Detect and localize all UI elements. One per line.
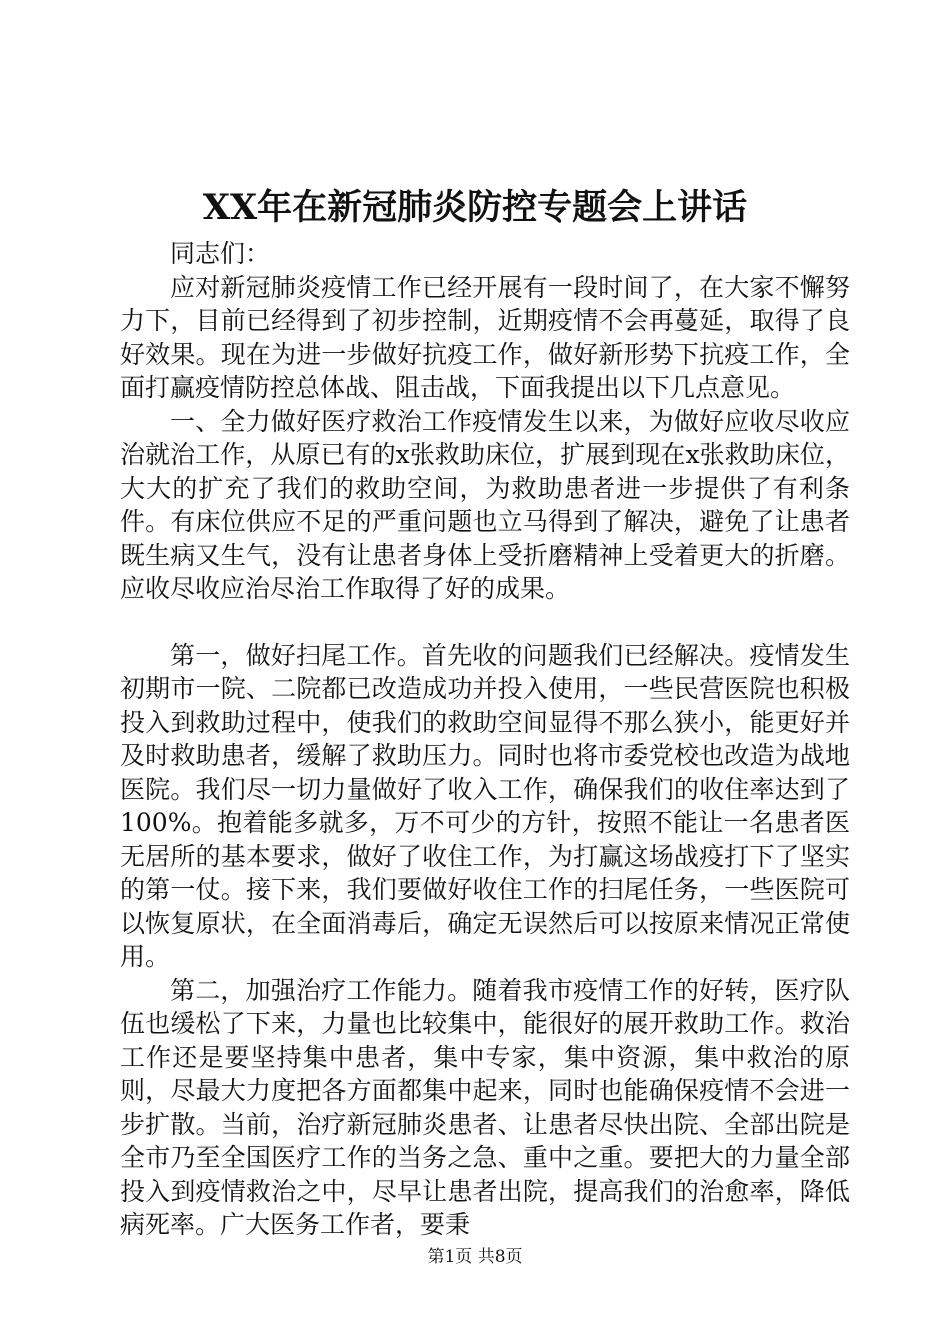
salutation: 同志们： xyxy=(170,239,271,268)
paragraph-first-point: 第一，做好扫尾工作。首先收的问题我们已经解决。疫情发生初期市一院、二院都已改造成功并投入使用，一些民营医院也积极投入到救助过程中，使我们的救助空间显得不那么狭小，能更好并及时救助患者，缓解了救助压力。同时也将市委党校也改造为战地医院。我们尽一切力量做好了收入工作，确保我们的收住率达到了100%。抱着能多就多，万不可少的方针，按照不能让一名患者医无居所的基本要求，做好了收住工作，为打赢这场战疫打下了坚实的第一仗。接下来，我们要做好收住工作的扫尾任务，一些医院可以恢复原状，在全面消毒后，确定无误然后可以按原来情况正常使用。 xyxy=(120,640,850,971)
paragraph-intro: 应对新冠肺炎疫情工作已经开展有一段时间了，在大家不懈努力下，目前已经得到了初步控制，近期疫情不会再蔓延，取得了良好效果。现在为进一步做好抗疫工作，做好新形势下抗疫工作，全面打赢疫情防控总体战、阻击战，下面我提出以下几点意见。 xyxy=(120,272,850,402)
paragraph-section-1: 一、全力做好医疗救治工作疫情发生以来，为做好应收尽收应治就治工作，从原已有的x张救助床位，扩展到现在x张救助床位，大大的扩充了我们的救助空间，为救助患者进一步提供了有利条件。有床位供应不足的严重问题也立马得到了解决，避免了让患者既生病又生气，没有让患者身体上受折磨精神上受着更大的折磨。应收尽收应治尽治工作取得了好的成果。 xyxy=(120,406,850,603)
paragraph-second-point: 第二，加强治疗工作能力。随着我市疫情工作的好转，医疗队伍也缓松了下来，力量也比较集中，能很好的展开救助工作。救治工作还是要坚持集中患者，集中专家，集中资源，集中救治的原则，尽最大力度把各方面都集中起来，同时也能确保疫情不会进一步扩散。当前，治疗新冠肺炎患者、让患者尽快出院、全部出院是全市乃至全国医疗工作的当务之急、重中之重。要把大的力量全部投入到疫情救治之中，尽早让患者出院，提高我们的治愈率，降低病死率。广大医务工作者，要秉 xyxy=(120,975,850,1239)
document-title: XX年在新冠肺炎防控专题会上讲话 xyxy=(202,187,748,228)
page-footer: 第1页 共8页 xyxy=(427,1247,523,1267)
document-body xyxy=(120,237,850,1242)
